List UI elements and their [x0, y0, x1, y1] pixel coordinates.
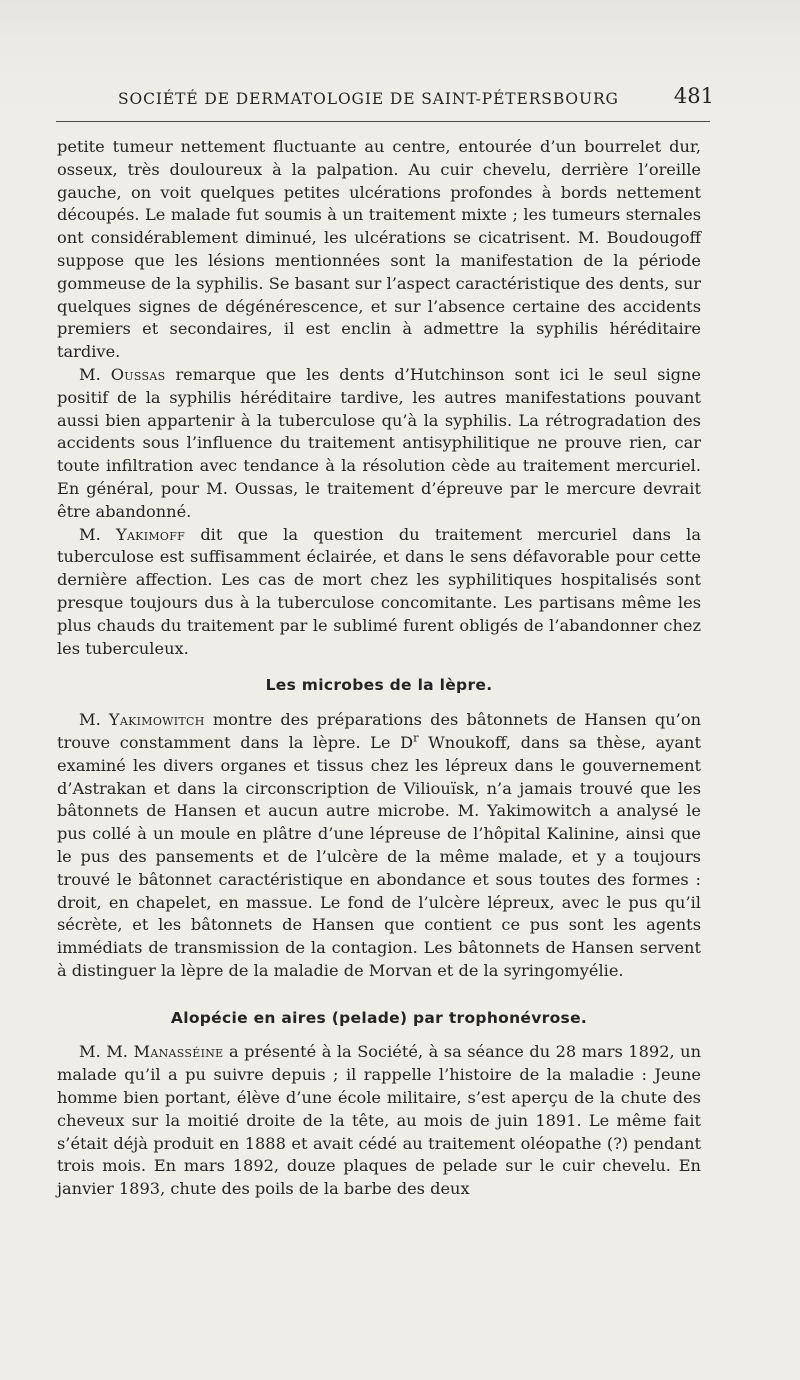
superscript: r	[413, 730, 419, 745]
paragraph-yakimoff	[57, 524, 701, 661]
speaker-prefix: M.	[79, 524, 101, 544]
running-head	[56, 84, 714, 114]
paragraph-text: remarque que les dents d’Hutchinson sont ici le seul signe positif de la syphilis héréditaire tardive, les autres manifestations pouvant aussi bien appartenir à la tuberculose qu’à la syphilis. La rétrogradation des accidents sous l’influence du traitement antisyphilitique ne prouve rien, car toute infiltration avec tendance à la résolution cède au traitement mercuriel. En général, pour M. Oussas, le traitement d’épreuve par le mercure devrait être abandonné.	[57, 364, 701, 521]
paragraph-manasseine	[57, 1041, 701, 1201]
speaker-prefix: M. M.	[79, 1042, 128, 1062]
running-title: SOCIÉTÉ DE DERMATOLOGIE DE SAINT-PÉTERSBOURG	[118, 90, 619, 108]
speaker-prefix: M.	[79, 710, 101, 730]
speaker-prefix: M.	[79, 364, 101, 384]
section-heading-microbes: Les microbes de la lèpre.	[265, 676, 493, 695]
speaker-name: Yakimoff	[115, 524, 186, 544]
page-number: 481	[673, 84, 714, 108]
header-rule	[56, 121, 710, 122]
paragraph-text: dit que la question du traitement mercuriel dans la tuberculose est suffisamment éclairée, et dans le sens défavorable pour cette dernière affection. Les cas de mort chez les syphilitiques hospitalisés sont presque toujours dus à la tuberculose concomitante. Les partisans même les plus chauds du traitement par le sublimé furent obligés de l’abandonner chez les tuberculeux.	[57, 524, 701, 658]
paragraph-continuation: petite tumeur nettement fluctuante au centre, entourée d’un bourrelet dur, osseux, très douloureux à la palpation. Au cuir chevelu, derrière l’oreille gauche, on voit quelques petites ulcérations profondes à bords nettement découpés. Le malade fut soumis à un traitement mixte ; les tumeurs sternales ont considérablement diminué, les ulcérations se cicatrisent. M. Boudougoff suppose que les lésions mentionnées sont la manifestation de la période gommeuse de la syphilis. Se basant sur l’aspect caractéristique des dents, sur quelques signes de dégénérescence, et sur l’absence certaine des accidents premiers et secondaires, il est enclin à admettre la syphilis héréditaire tardive.	[57, 137, 701, 362]
paragraph-text: montre des préparations des bâtonnets de Hansen qu’on trouve constamment dans la lèpre. Le D	[57, 710, 701, 752]
speaker-name: Oussas	[110, 364, 166, 384]
section-heading-alopecie: Alopécie en aires (pelade) par trophonévrose.	[170, 1008, 588, 1027]
speaker-name: Manasséine	[133, 1042, 224, 1062]
body-text	[57, 136, 701, 1201]
speaker-name: Yakimowitch	[108, 710, 205, 730]
paragraph-text: Wnoukoff, dans sa thèse, ayant examiné les divers organes et tissus chez les lépreux dans le gouvernement d’Astrakan et dans la circonscription de Viliouïsk, n’a jamais trouvé que les bâtonnets de Hansen et aucun autre microbe. M. Yakimowitch a analysé le pus collé à un moule en plâtre d’une lépreuse de l’hôpital Kalinine, ainsi que le pus des pansements et de l’ulcère de la même malade, et y a toujours trouvé le bâtonnet caractéristique en abondance et sous toutes des formes : droit, en chapelet, en massue. Le fond de l’ulcère lépreux, avec le pus qu’il sécrète, et les bâtonnets de Hansen que contient ce pus sont les agents immédiats de transmission de la contagion. Les bâtonnets de Hansen servent à distinguer la lèpre de la maladie de Morvan et de la syringomyélie.	[57, 732, 701, 980]
paragraph-oussas	[57, 364, 701, 524]
paragraph-yakimowitch	[57, 709, 701, 983]
paragraph-text: a présenté à la Société, à sa séance du 28 mars 1892, un malade qu’il a pu suivre depuis ; il rappelle l’histoire de la maladie : Jeune homme bien portant, élève d’une école militaire, s’est aperçu de la chute des cheveux sur la moitié droite de la tête, au mois de juin 1891. Le même fait s’était déjà produit en 1888 et avait cédé au traitement oléopathe (?) pendant trois mois. En mars 1892, douze plaques de pelade sur le cuir chevelu. En janvier 1893, chute des poils de la barbe des deux	[57, 1042, 701, 1199]
